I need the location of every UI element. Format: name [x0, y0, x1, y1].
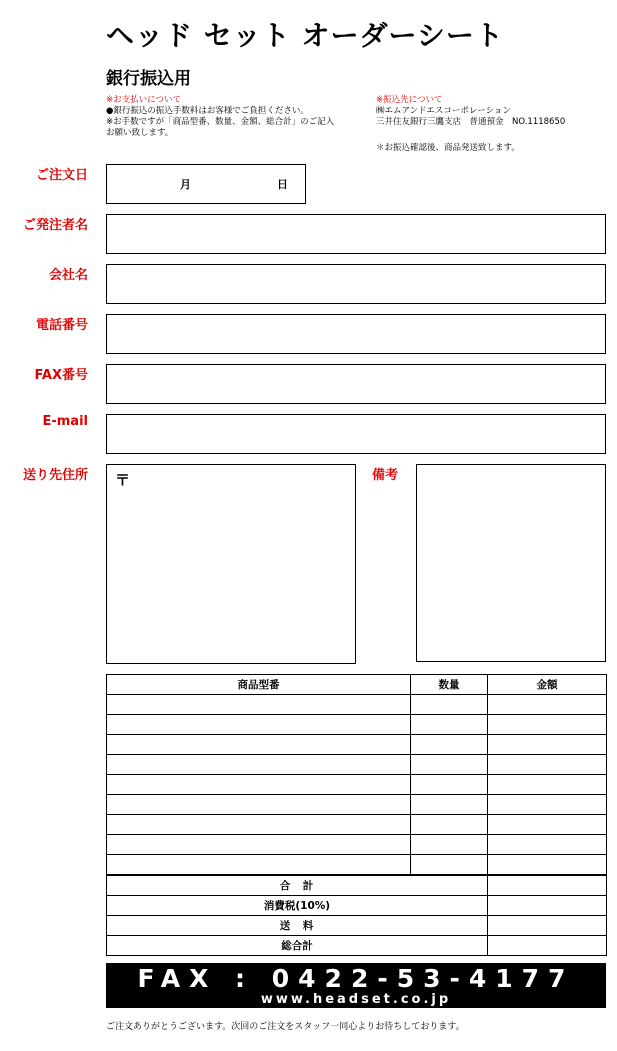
quantity-cell[interactable]: [411, 715, 488, 735]
quantity-cell[interactable]: [411, 855, 488, 876]
remarks-field[interactable]: [416, 464, 606, 662]
table-row: [107, 775, 607, 795]
quantity-cell[interactable]: [411, 815, 488, 835]
postal-mark-icon: 〒: [115, 471, 131, 489]
product-code-cell[interactable]: [107, 855, 411, 876]
payment-note-heading: ※お支払いについて: [106, 95, 181, 105]
day-label: 日: [277, 178, 288, 191]
phone-field[interactable]: [106, 314, 606, 354]
fax-banner: [106, 963, 606, 1008]
bank-note-line: 三井住友銀行三鷹支店 普通預金 NO.1118650: [376, 117, 566, 127]
header-product-code: 商品型番: [107, 675, 411, 695]
quantity-cell[interactable]: [411, 695, 488, 715]
quantity-cell[interactable]: [411, 775, 488, 795]
fax-label: FAX番号: [34, 368, 88, 383]
tax-label: 消費税(10%): [107, 896, 488, 916]
order-date-label: ご注文日: [35, 168, 88, 183]
orderer-name-label: ご発注者名: [22, 218, 88, 233]
amount-cell[interactable]: [488, 715, 607, 735]
email-label: E-mail: [42, 414, 88, 429]
amount-cell[interactable]: [488, 755, 607, 775]
shipping-cell[interactable]: [488, 916, 607, 936]
payment-note-line: ●銀行振込の振込手数料はお客様でご負担ください。: [106, 106, 309, 116]
payment-note-line: お願い致します。: [106, 128, 174, 138]
header-amount: 金額: [488, 675, 607, 695]
product-code-cell[interactable]: [107, 715, 411, 735]
table-row: [107, 815, 607, 835]
tax-row: [107, 896, 607, 916]
header-quantity: 数量: [411, 675, 488, 695]
fax-number: FAX : 0422-53-4177: [137, 964, 575, 993]
table-row: [107, 715, 607, 735]
quantity-cell[interactable]: [411, 795, 488, 815]
company-field[interactable]: [106, 264, 606, 304]
subtotal-row: [107, 875, 607, 896]
bank-note: [376, 95, 565, 128]
fax-field[interactable]: [106, 364, 606, 404]
product-code-cell[interactable]: [107, 735, 411, 755]
orderer-name-field[interactable]: [106, 214, 606, 254]
address-label: 送り先住所: [22, 468, 88, 483]
table-row: [107, 795, 607, 815]
footer-message: ご注文ありがとうございます。次回のご注文をスタッフ一同心よりお待ちしております。: [106, 1022, 465, 1032]
grand-total-cell[interactable]: [488, 936, 607, 956]
page-subtitle: 銀行振込用: [106, 69, 191, 89]
page-title: ヘッド セット オーダーシート: [106, 19, 504, 52]
email-field[interactable]: [106, 414, 606, 454]
quantity-cell[interactable]: [411, 755, 488, 775]
month-label: 月: [180, 178, 191, 191]
website-url: www.headset.co.jp: [260, 992, 452, 1007]
amount-cell[interactable]: [488, 695, 607, 715]
grand-total-label: 総合計: [107, 936, 488, 956]
shipping-row: [107, 916, 607, 936]
grand-total-row: [107, 936, 607, 956]
amount-cell[interactable]: [488, 795, 607, 815]
quantity-cell[interactable]: [411, 835, 488, 855]
product-code-cell[interactable]: [107, 695, 411, 715]
bank-note-heading: ※振込先について: [376, 95, 443, 105]
amount-cell[interactable]: [488, 735, 607, 755]
table-row: [107, 695, 607, 715]
amount-cell[interactable]: [488, 855, 607, 876]
table-header-row: [107, 675, 607, 695]
table-row: [107, 835, 607, 855]
address-field[interactable]: [106, 464, 356, 664]
amount-cell[interactable]: [488, 775, 607, 795]
product-code-cell[interactable]: [107, 775, 411, 795]
order-table: [106, 674, 607, 956]
amount-cell[interactable]: [488, 835, 607, 855]
product-code-cell[interactable]: [107, 835, 411, 855]
table-row: [107, 755, 607, 775]
amount-cell[interactable]: [488, 815, 607, 835]
shipping-label: 送 料: [107, 916, 488, 936]
table-row: [107, 855, 607, 876]
quantity-cell[interactable]: [411, 735, 488, 755]
order-date-field[interactable]: [106, 164, 306, 204]
product-code-cell[interactable]: [107, 815, 411, 835]
bank-note-shipping: ＊お振込確認後、商品発送致します。: [376, 143, 520, 153]
company-label: 会社名: [48, 268, 88, 283]
payment-note: [106, 95, 334, 139]
subtotal-cell[interactable]: [488, 875, 607, 896]
bank-note-line: ㈱エムアンドエスコーポレーション: [376, 106, 511, 116]
product-code-cell[interactable]: [107, 795, 411, 815]
subtotal-label: 合 計: [107, 875, 488, 896]
remarks-label: 備考: [372, 468, 399, 483]
phone-label: 電話番号: [35, 318, 88, 333]
table-row: [107, 735, 607, 755]
tax-cell[interactable]: [488, 896, 607, 916]
payment-note-line: ※お手数ですが「商品型番、数量、金額、総合計」のご記入: [106, 117, 335, 127]
product-code-cell[interactable]: [107, 755, 411, 775]
